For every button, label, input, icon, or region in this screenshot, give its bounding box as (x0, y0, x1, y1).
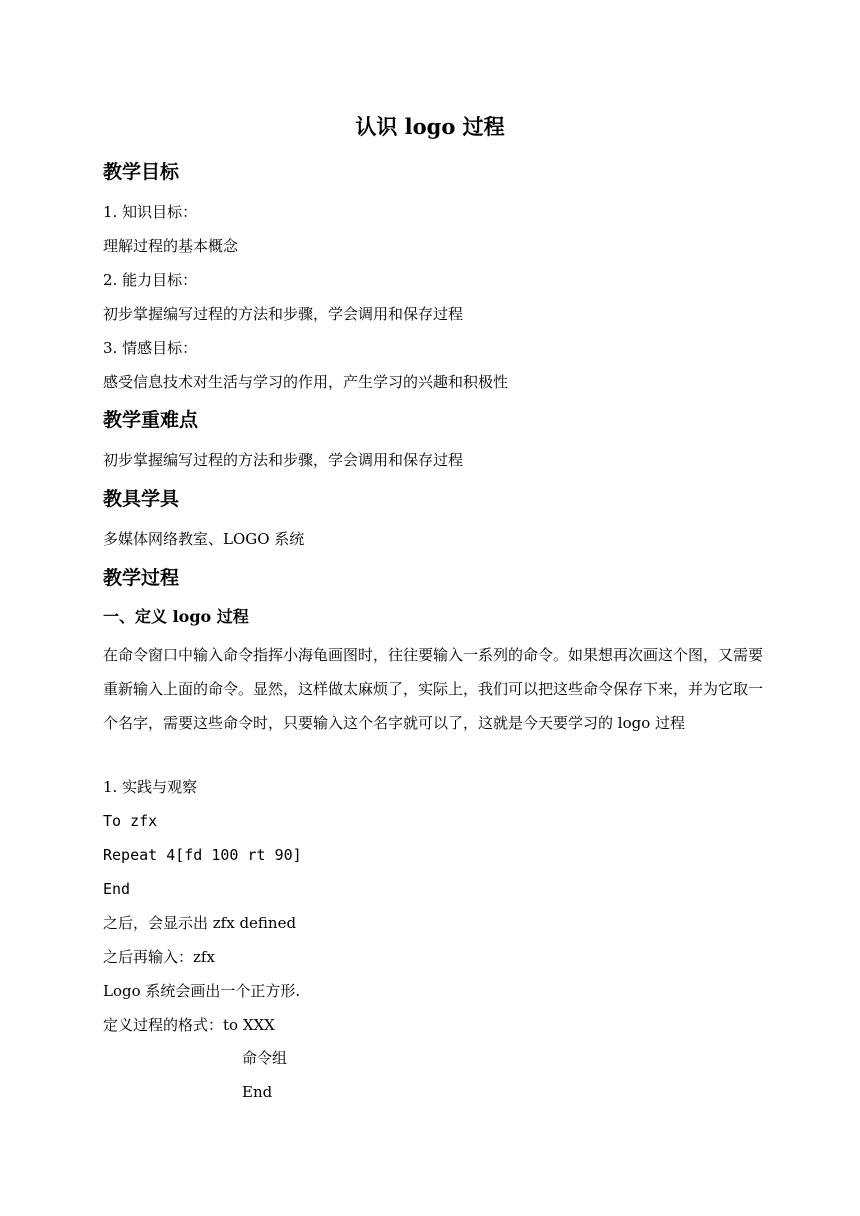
keypoints-text: 初步掌握编写过程的方法和步骤，学会调用和保存过程 (103, 451, 464, 469)
practice-label: 1. 实践与观察 (103, 778, 198, 796)
goals-heading: 教学目标 (103, 161, 180, 183)
after-define-text: 之后，会显示出 zfx defined (103, 914, 297, 932)
format-body: 命令组 (242, 1049, 288, 1067)
format-label: 定义过程的格式：to XXX (103, 1016, 275, 1034)
after-input-text: 之后再输入：zfx (103, 948, 215, 966)
goal-knowledge-label: 1. 知识目标： (103, 203, 198, 221)
code-line-end: End (103, 880, 131, 898)
process-subheading: 一、定义 logo 过程 (103, 607, 249, 626)
code-line-repeat: Repeat 4[fd 100 rt 90] (103, 846, 302, 864)
goal-ability-label: 2. 能力目标： (103, 271, 198, 289)
result-text: Logo 系统会画出一个正方形. (103, 982, 301, 1000)
code-line-to: To zfx (103, 812, 158, 830)
tools-text: 多媒体网络教室、LOGO 系统 (103, 530, 305, 548)
format-end: End (242, 1083, 273, 1101)
goal-knowledge-text: 理解过程的基本概念 (103, 237, 239, 255)
process-paragraph: 在命令窗口中输入命令指挥小海龟画图时，往往要输入一系列的命令。如果想再次画这个图，又需要重新输入上面的命令。显然，这样做太麻烦了，实际上，我们可以把这些命令保存下来，并为它取一个名字，需要这些命令时，只要输入这个名字就可以了，这就是今天要学习的 logo 过程 (103, 646, 764, 732)
goal-ability-text: 初步掌握编写过程的方法和步骤，学会调用和保存过程 (103, 305, 464, 323)
goal-emotion-text: 感受信息技术对生活与学习的作用，产生学习的兴趣和积极性 (103, 373, 509, 391)
goal-emotion-label: 3. 情感目标： (103, 339, 198, 357)
document-title: 认识 logo 过程 (355, 114, 505, 139)
process-heading: 教学过程 (103, 567, 180, 589)
tools-heading: 教具学具 (103, 488, 180, 510)
keypoints-heading: 教学重难点 (103, 409, 199, 431)
